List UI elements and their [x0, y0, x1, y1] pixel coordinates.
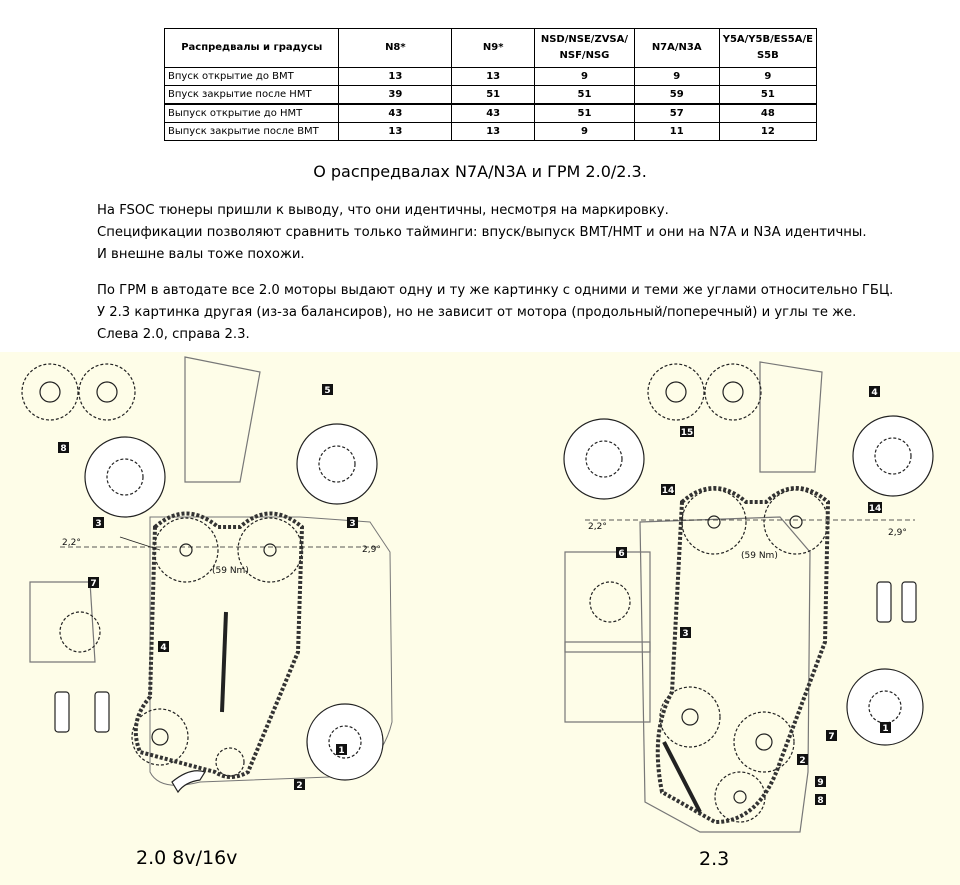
- callout-box: [88, 577, 99, 589]
- callout-label: 2: [799, 756, 806, 766]
- torque-label: (59 Nm): [741, 551, 778, 561]
- angle-label: 2,9°: [888, 528, 907, 538]
- exhaust-cam-sprocket: [764, 490, 828, 554]
- table-cell: 51: [535, 104, 635, 123]
- intake-cam-sprocket: [154, 518, 218, 582]
- row-label: Выпуск открытие до НМТ: [165, 104, 339, 123]
- row-label: Впуск закрытие после НМТ: [165, 86, 339, 105]
- paragraph-timing-belt: [97, 280, 893, 346]
- callout-label: 2: [296, 781, 303, 791]
- paragraph-line: У 2.3 картинка другая (из-за балансиров), но не зависит от мотора (продольный/поперечный) и углы те же.: [97, 305, 857, 320]
- callout-label: 1: [338, 746, 345, 756]
- intake-cam-sprocket: [682, 490, 746, 554]
- paragraph-line: Спецификации позволяют сравнить только тайминги: впуск/выпуск ВМТ/НМТ и они на N7A и N3A идентичны.: [97, 225, 867, 240]
- callout-label: 9: [817, 778, 824, 788]
- callout-label: 15: [680, 428, 694, 438]
- callout-label: 4: [160, 643, 167, 653]
- callout-box: [815, 794, 826, 806]
- callout-label: 8: [60, 444, 67, 454]
- right-callouts: [616, 386, 891, 806]
- table-cell: 11: [634, 123, 719, 141]
- table-cell: 48: [719, 104, 816, 123]
- diagram-caption-left: 2.0 8v/16v: [136, 847, 238, 869]
- table-header-cell: N7A/N3A: [634, 29, 719, 68]
- row-label: Впуск открытие до ВМТ: [165, 68, 339, 86]
- article-heading: О распредвалах N7A/N3A и ГРМ 2.0/2.3.: [313, 162, 647, 181]
- angle-label: 2,2°: [588, 522, 607, 532]
- detail-circle: [307, 704, 383, 780]
- table-cell: 51: [452, 86, 535, 105]
- callout-box: [797, 754, 808, 766]
- table-cell: 13: [339, 68, 452, 86]
- sprocket-pair-icon: [22, 364, 135, 420]
- callout-label: 5: [324, 386, 331, 396]
- right-annotations: [588, 522, 907, 561]
- torque-label: (59 Nm): [212, 566, 249, 576]
- row-label: Выпуск закрытие после ВМТ: [165, 123, 339, 141]
- callout-label: 14: [868, 504, 882, 514]
- callout-label: 6: [618, 549, 625, 559]
- callout-label: 4: [871, 388, 878, 398]
- callout-box: [347, 517, 358, 529]
- table-header-cell: Y5A/Y5B/ES5A/E S5B: [719, 29, 816, 68]
- table-cell: 59: [634, 86, 719, 105]
- callout-box: [680, 426, 694, 438]
- table-cell: 51: [719, 86, 816, 105]
- table-header-cell: NSD/NSE/ZVSA/ NSF/NSG: [535, 29, 635, 68]
- angle-label: 2,2°: [62, 538, 81, 548]
- paragraph-line: И внешне валы тоже похожи.: [97, 247, 305, 262]
- diagram-caption-right: 2.3: [699, 848, 730, 870]
- callout-label: 3: [682, 629, 689, 639]
- callout-label: 14: [661, 486, 675, 496]
- callout-box: [826, 730, 837, 742]
- callout-label: 7: [828, 732, 835, 742]
- sprocket-pair-icon: [648, 364, 761, 420]
- callout-box: [680, 627, 691, 639]
- callout-box: [868, 502, 882, 514]
- callout-box: [616, 547, 627, 559]
- table-cell: 9: [634, 68, 719, 86]
- detail-circle: [297, 424, 377, 504]
- callout-box: [93, 517, 104, 529]
- table-header-cell: N9*: [452, 29, 535, 68]
- callout-label: 3: [95, 519, 102, 529]
- callout-label: 1: [882, 724, 889, 734]
- callout-box: [322, 384, 333, 396]
- callout-box: [815, 776, 826, 788]
- table-cell: 13: [339, 123, 452, 141]
- paragraph-line: По ГРМ в автодате все 2.0 моторы выдают одну и ту же картинку с одними и теми же углами относительно ГБЦ.: [97, 283, 894, 298]
- table-header-row: [165, 29, 817, 68]
- table-cell: 9: [535, 123, 635, 141]
- paragraph-line: На FSOC тюнеры пришли к выводу, что они идентичны, несмотря на маркировку.: [97, 203, 669, 218]
- callout-box: [294, 779, 305, 791]
- table-cell: 39: [339, 86, 452, 105]
- table-row: [165, 104, 817, 123]
- table-cell: 57: [634, 104, 719, 123]
- callout-box: [880, 722, 891, 734]
- callout-box: [869, 386, 880, 398]
- callout-label: 3: [349, 519, 356, 529]
- callout-label: 7: [90, 579, 97, 589]
- paragraph-camshafts: [97, 200, 867, 266]
- callout-box: [158, 641, 169, 653]
- table-cell: 9: [535, 68, 635, 86]
- paragraph-line: Слева 2.0, справа 2.3.: [97, 327, 250, 342]
- camshaft-timing-table: [164, 28, 817, 141]
- table-header-cell: Распредвалы и градусы: [165, 29, 339, 68]
- detail-circle: [85, 437, 165, 517]
- right-timing-diagram: [564, 362, 933, 832]
- table-cell: 43: [452, 104, 535, 123]
- table-row: [165, 86, 817, 105]
- callout-box: [336, 744, 347, 756]
- left-annotations: [62, 538, 381, 576]
- left-timing-diagram: [22, 357, 392, 792]
- table-cell: 13: [452, 68, 535, 86]
- angle-label: 2,9°: [362, 545, 381, 555]
- timing-diagrams-svg: [0, 352, 960, 885]
- table-header-cell: N8*: [339, 29, 452, 68]
- table-cell: 13: [452, 123, 535, 141]
- detail-circle: [853, 416, 933, 496]
- table-cell: 51: [535, 86, 635, 105]
- table-cell: 12: [719, 123, 816, 141]
- table-row: [165, 123, 817, 141]
- callout-label: 8: [817, 796, 824, 806]
- detail-circle: [564, 419, 644, 499]
- table-cell: 9: [719, 68, 816, 86]
- table-cell: 43: [339, 104, 452, 123]
- timing-diagrams-panel: [0, 352, 960, 885]
- callout-box: [661, 484, 675, 496]
- table-row: [165, 68, 817, 86]
- callout-box: [58, 442, 69, 454]
